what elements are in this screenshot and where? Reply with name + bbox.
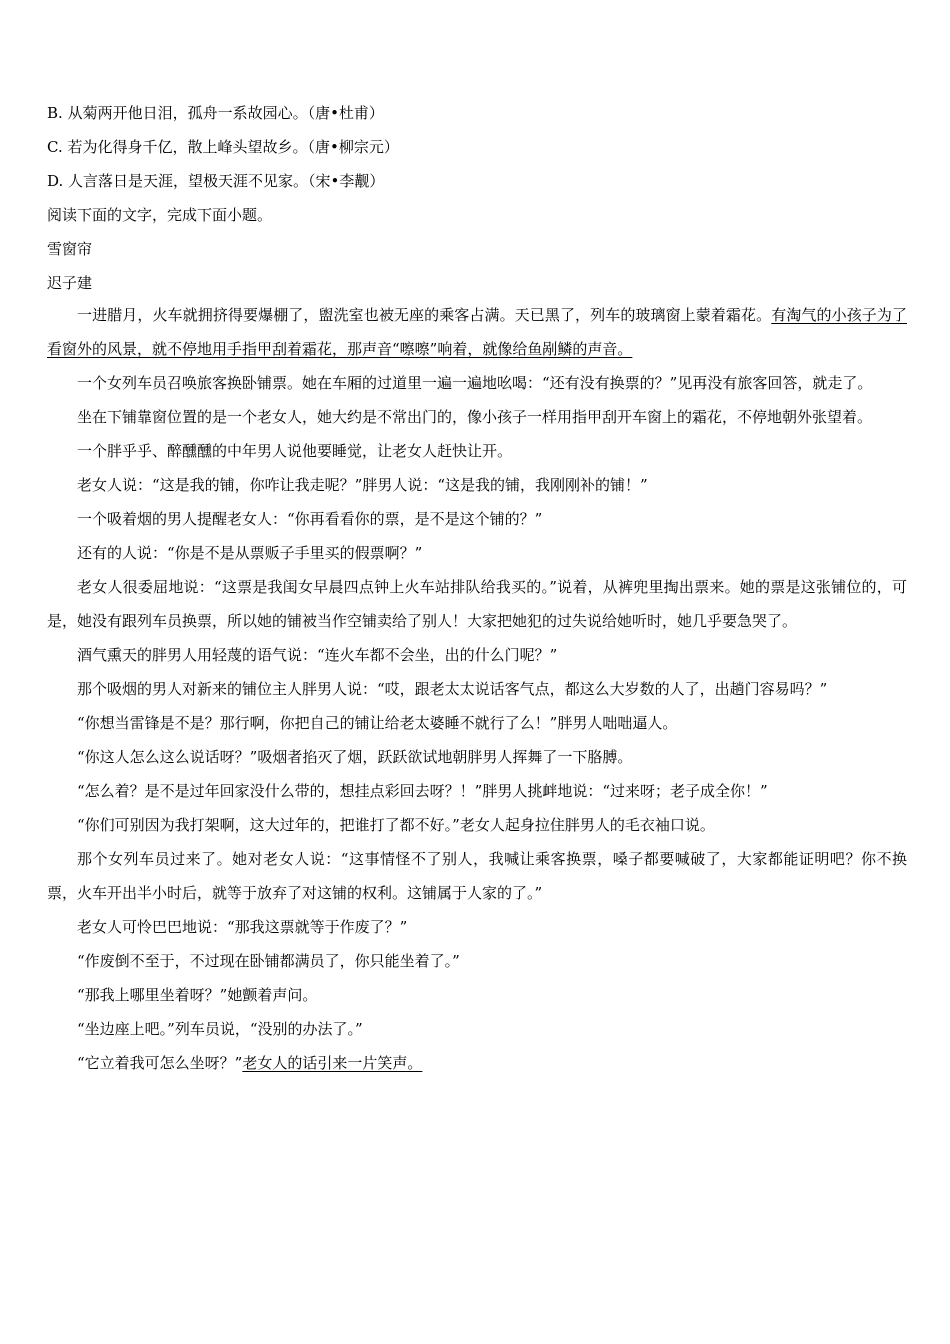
- paragraph-9: 酒气熏天的胖男人用轻蔑的语气说：“连火车都不会坐，出的什么门呢？”: [77, 646, 558, 664]
- paragraph-4: 一个胖乎乎、醉醺醺的中年男人说他要睡觉，让老女人赶快让开。: [77, 442, 513, 460]
- paragraph-13: “怎么着？是不是过年回家没什么带的，想挂点彩回去呀？！”胖男人挑衅地说：“过来呀；老子成全你！”: [77, 782, 768, 800]
- option-d: [47, 172, 384, 190]
- paragraph-8: 老女人很委屈地说：“这票是我闺女早晨四点钟上火车站排队给我买的。”说着，从裤兜里掏出票来。她的票是这张铺位的，可是，她没有跟列车员换票，所以她的铺被当作空铺卖给了别人！大家把她犯的过失说给她听时，她几乎要急哭了。: [47, 578, 907, 630]
- paragraph-14: “你们可别因为我打架啊，这大过年的，把谁打了都不好。”老女人起身拉住胖男人的毛衣袖口说。: [77, 816, 715, 834]
- paragraph-1: [47, 298, 907, 366]
- paragraph-12: “你这人怎么这么说话呀？”吸烟者掐灭了烟，跃跃欲试地朝胖男人挥舞了一下胳膊。: [77, 748, 633, 766]
- paragraph-20: [47, 1046, 907, 1080]
- option-c: [47, 138, 399, 156]
- paragraph-6: 一个吸着烟的男人提醒老女人：“你再看看你的票，是不是这个铺的？”: [77, 510, 543, 528]
- paragraph-20-text: “它立着我可怎么坐呀？”: [77, 1054, 243, 1072]
- story-body: [47, 298, 907, 1080]
- option-b: [47, 104, 384, 122]
- option-b-letter: B.: [47, 104, 63, 122]
- paragraph-18: “那我上哪里坐着呀？”她颤着声问。: [77, 986, 318, 1004]
- paragraph-2: 一个女列车员召唤旅客换卧铺票。她在车厢的过道里一遍一遍地吆喝：“还有没有换票的？”见再没有旅客回答，就走了。: [77, 374, 873, 392]
- paragraph-1-text: 一进腊月，火车就拥挤得要爆棚了，盥洗室也被无座的乘客占满。天已黑了，列车的玻璃窗上蒙着霜花。: [77, 306, 772, 324]
- underlined-sentence-2: 老女人的话引来一片笑声。: [242, 1054, 423, 1072]
- paragraph-3: 坐在下铺靠窗位置的是一个老女人，她大约是不常出门的，像小孩子一样用指甲刮开车窗上的霜花，不停地朝外张望着。: [77, 408, 873, 426]
- option-b-text: 从菊两开他日泪，孤舟一系故园心。（唐•杜甫）: [67, 104, 384, 122]
- paragraph-15: 那个女列车员过来了。她对老女人说：“这事情怪不了别人，我喊让乘客换票，嗓子都要喊破了，大家都能证明吧？你不换票，火车开出半小时后，就等于放弃了对这铺的权利。这铺属于人家的了。”: [47, 850, 907, 902]
- reading-instruction: 阅读下面的文字，完成下面小题。: [47, 206, 273, 224]
- paragraph-17: “作废倒不至于，不过现在卧铺都满员了，你只能坐着了。”: [77, 952, 460, 970]
- paragraph-19: “坐边座上吧。”列车员说，“没别的办法了。”: [77, 1020, 363, 1038]
- underlined-sentence-1: 有淘气的小孩子为了看窗外的风景，就不停地用手指甲刮着霜花，那声音“嚓嚓”响着，就像给鱼剐鳞的声音。: [47, 306, 907, 358]
- option-c-text: 若为化得身千亿，散上峰头望故乡。（唐•柳宗元）: [67, 138, 399, 156]
- paragraph-10: 那个吸烟的男人对新来的铺位主人胖男人说：“哎，跟老太太说话客气点，都这么大岁数的人了，出趟门容易吗？”: [77, 680, 828, 698]
- story-title: 雪窗帘: [47, 240, 93, 258]
- story-author: 迟子建: [47, 274, 93, 292]
- paragraph-16: 老女人可怜巴巴地说：“那我这票就等于作废了？”: [77, 918, 408, 936]
- option-d-text: 人言落日是天涯，望极天涯不见家。（宋•李觏）: [68, 172, 385, 190]
- option-d-letter: D.: [47, 172, 64, 190]
- paragraph-7: 还有的人说：“你是不是从票贩子手里买的假票啊？”: [77, 544, 423, 562]
- option-c-letter: C.: [47, 138, 63, 156]
- paragraph-11: “你想当雷锋是不是？那行啊，你把自己的铺让给老太婆睡不就行了么！”胖男人咄咄逼人。: [77, 714, 678, 732]
- paragraph-5: 老女人说：“这是我的铺，你咋让我走呢？”胖男人说：“这是我的铺，我刚刚补的铺！”: [77, 476, 648, 494]
